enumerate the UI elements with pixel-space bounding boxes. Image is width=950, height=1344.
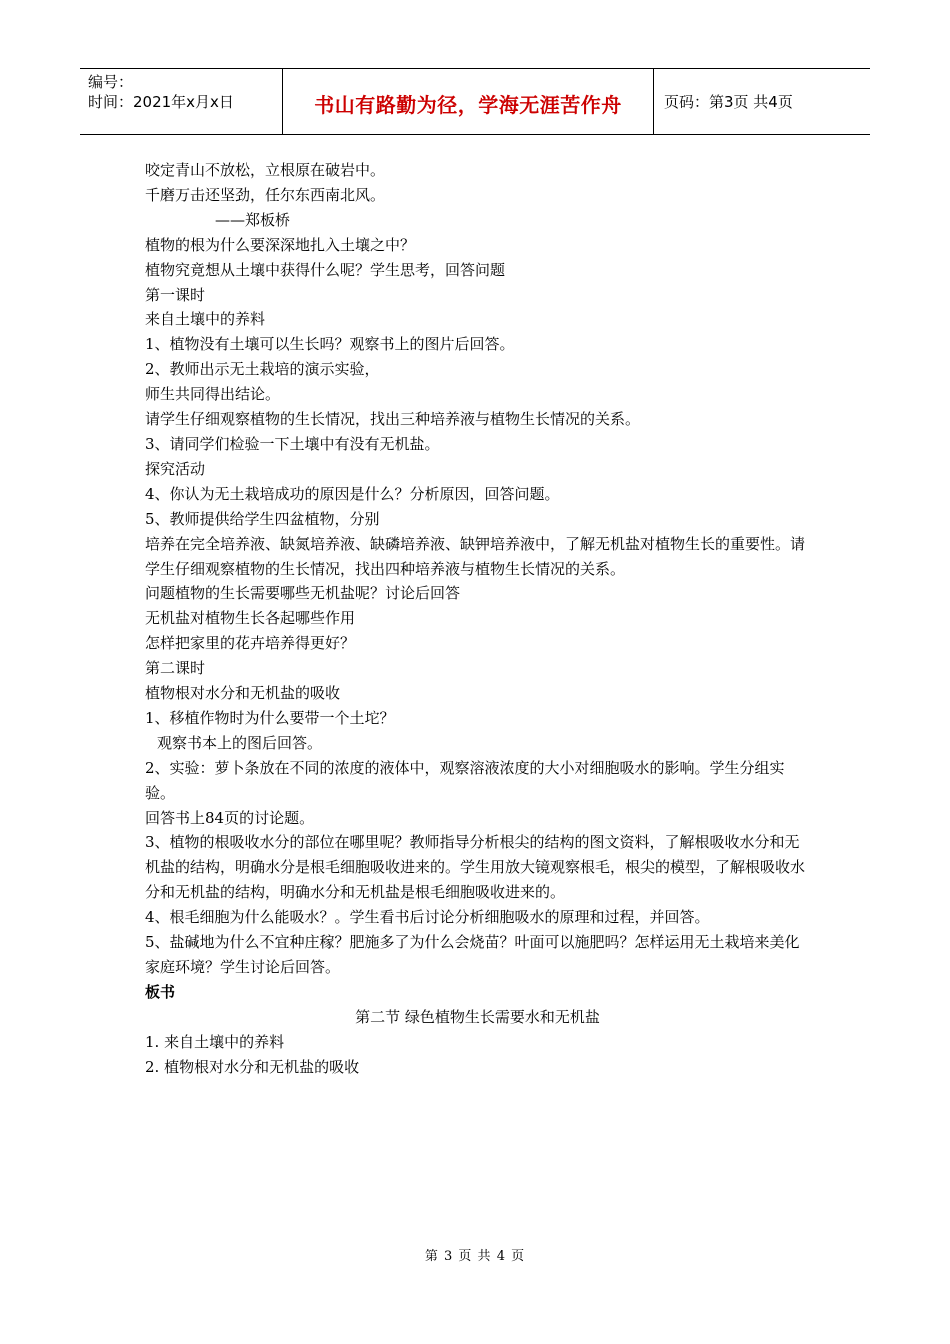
- header-page-info: 页码：第3页 共4页: [664, 93, 793, 111]
- paragraph: 培养在完全培养液、缺氮培养液、缺磷培养液、缺钾培养液中，了解无机盐对植物生长的重要性。请学生仔细观察植物的生长情况，找出四种培养液与植物生长情况的关系。: [145, 534, 806, 578]
- paragraph: 5、盐碱地为什么不宜种庄稼？肥施多了为什么会烧苗？叶面可以施肥吗？怎样运用无土栽培来美化家庭环境？学生讨论后回答。: [145, 933, 800, 976]
- paragraph: 观察书本上的图后回答。: [157, 733, 323, 752]
- blackboard-item: 1. 来自土壤中的养料: [145, 1032, 285, 1051]
- page-footer: 第 3 页 共 4 页: [424, 1249, 526, 1264]
- paragraph: 5、教师提供给学生四盆植物，分别: [145, 509, 380, 528]
- paragraph: 1、移植作物时为什么要带一个土坨？: [145, 708, 395, 727]
- header-motto: 书山有路勤为径，学海无涯苦作舟: [283, 69, 654, 134]
- poem-author: ——郑板桥: [215, 210, 291, 229]
- header-meta: [80, 69, 283, 134]
- poem-line-2: 千磨万击还坚劲，任尔东西南北风。: [145, 185, 386, 204]
- paragraph: 怎样把家里的花卉培养得更好？: [145, 634, 356, 653]
- section-heading: 探究活动: [145, 459, 206, 478]
- document-time-label: 时间：2021年x月x日: [88, 93, 234, 111]
- section-heading: 植物根对水分和无机盐的吸收: [145, 684, 341, 703]
- document-number-label: 编号：: [88, 73, 134, 91]
- paragraph: 无机盐对植物生长各起哪些作用: [145, 609, 356, 628]
- document-body: [145, 158, 810, 1080]
- question-line: 植物的根为什么要深深地扎入土壤之中？: [145, 235, 416, 254]
- poem-line-1: 咬定青山不放松，立根原在破岩中。: [145, 161, 386, 179]
- paragraph: 师生共同得出结论。: [145, 385, 281, 404]
- paragraph: 3、植物的根吸收水分的部位在哪里呢？教师指导分析根尖的结构的图文资料，了解根吸收水分和无机盐的结构，明确水分是根毛细胞吸收进来的。学生用放大镜观察根毛，根尖的模型，了解根吸收水分和无机盐的结构，明确水分和无机盐是根毛细胞吸收进来的。: [145, 833, 806, 902]
- paragraph: 4、你认为无土栽培成功的原因是什么？分析原因，回答问题。: [145, 484, 560, 503]
- question-line: 植物究竟想从土壤中获得什么呢？学生思考，回答问题: [145, 260, 506, 279]
- blackboard-heading: 板书: [145, 982, 176, 1001]
- paragraph: 2、实验：萝卜条放在不同的浓度的液体中，观察溶液浓度的大小对细胞吸水的影响。学生分组实验。: [145, 758, 785, 802]
- paragraph: 1、植物没有土壤可以生长吗？观察书上的图片后回答。: [145, 335, 515, 354]
- paragraph: 问题植物的生长需要哪些无机盐呢？讨论后回答: [145, 584, 461, 603]
- paragraph: 4、根毛细胞为什么能吸水？。学生看书后讨论分析细胞吸水的原理和过程，并回答。: [145, 908, 710, 927]
- section-heading: 来自土壤中的养料: [145, 310, 266, 329]
- lesson-heading: 第二课时: [145, 659, 206, 678]
- paragraph: 3、请同学们检验一下土壤中有没有无机盐。: [145, 434, 440, 453]
- lesson-heading: 第一课时: [145, 285, 206, 304]
- blackboard-item: 2. 植物根对水分和无机盐的吸收: [145, 1057, 360, 1076]
- blackboard-title: 第二节 绿色植物生长需要水和无机盐: [355, 1007, 600, 1026]
- page-header: [80, 68, 870, 135]
- paragraph: 请学生仔细观察植物的生长情况，找出三种培养液与植物生长情况的关系。: [145, 410, 641, 429]
- paragraph: 2、教师出示无土栽培的演示实验，: [145, 360, 380, 379]
- paragraph: 回答书上84页的讨论题。: [145, 808, 315, 827]
